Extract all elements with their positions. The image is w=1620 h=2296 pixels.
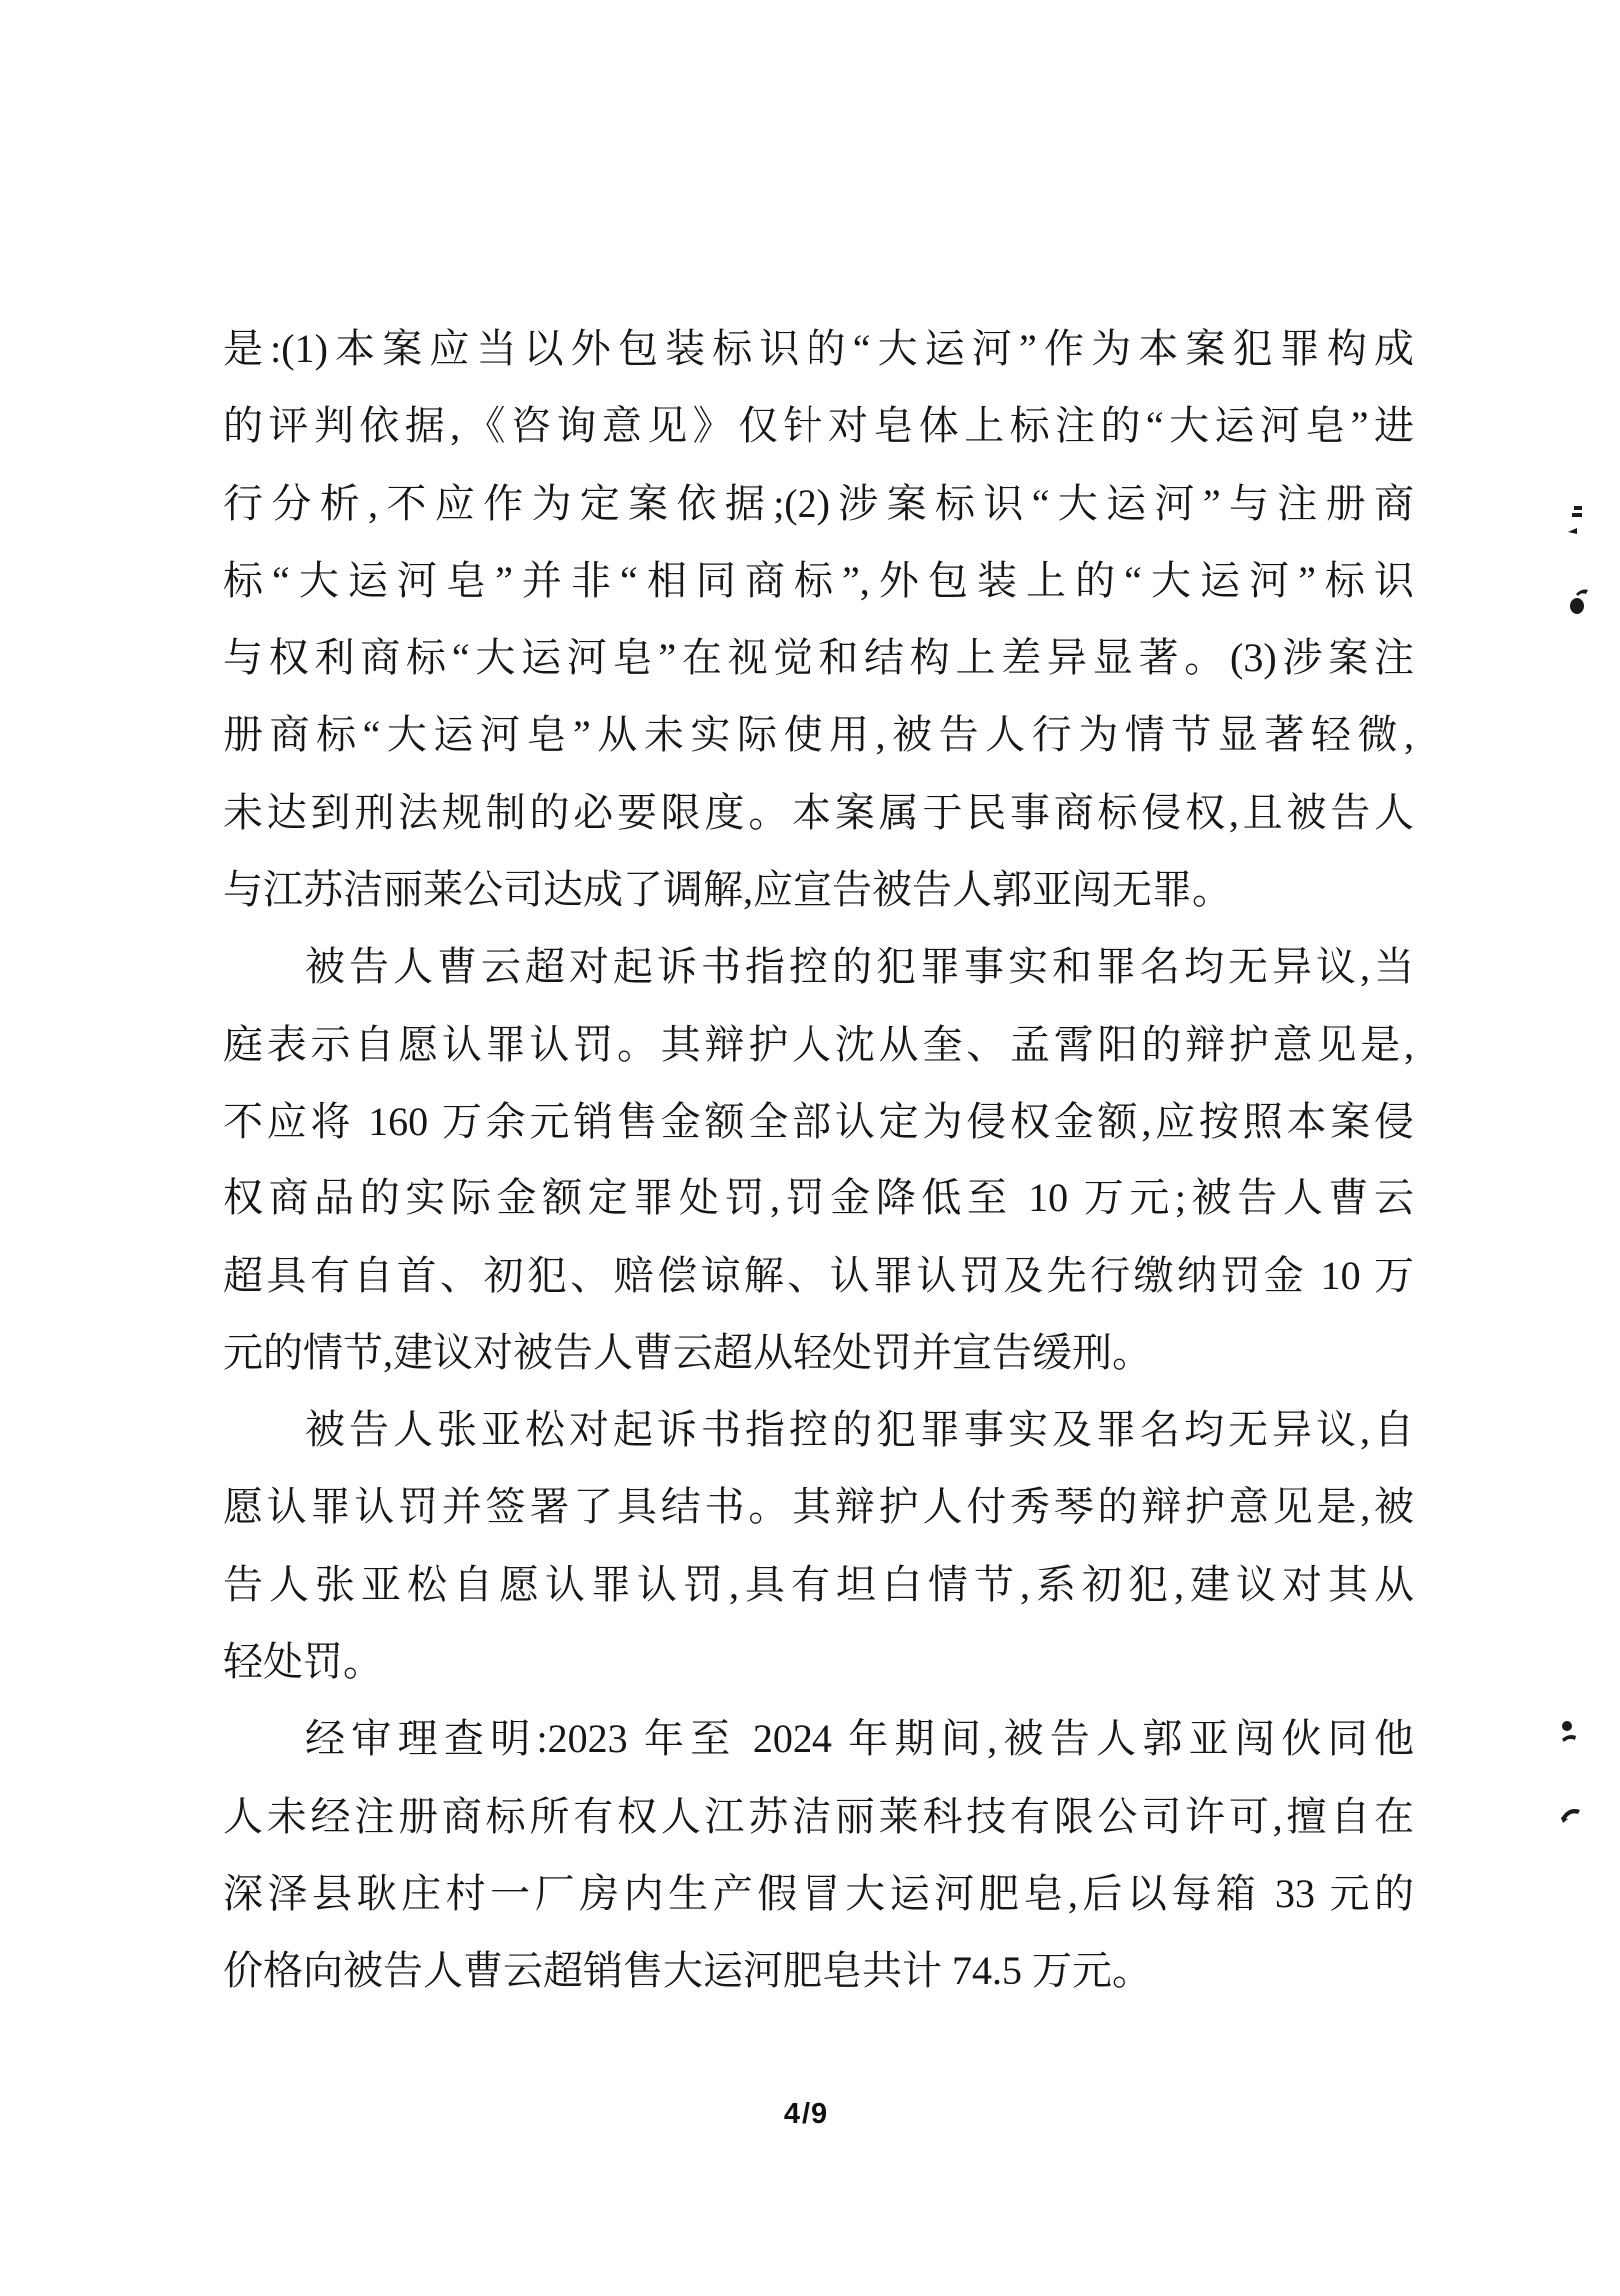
scan-speck bbox=[1562, 1721, 1572, 1731]
text-line: 与江苏洁丽莱公司达成了调解,应宣告被告人郭亚闯无罪。 bbox=[223, 867, 1232, 913]
text-line: 与权利商标“大运河皂”在视觉和结构上差异显著。(3)涉案注 bbox=[223, 635, 1414, 681]
text-line: 被告人张亚松对起诉书指控的犯罪事实及罪名均无异议,自 bbox=[305, 1407, 1414, 1453]
page-number: 4/9 bbox=[783, 2098, 830, 2130]
text-line: 元的情节,建议对被告人曹云超从轻处罚并宣告缓刑。 bbox=[223, 1329, 1152, 1375]
text-line: 人未经注册商标所有权人江苏洁丽莱科技有限公司许可,擅自在 bbox=[223, 1793, 1414, 1839]
scan-speck bbox=[1568, 528, 1577, 534]
text-line: 被告人曹云超对起诉书指控的犯罪事实和罪名均无异议,当 bbox=[305, 944, 1414, 990]
text-line: 轻处罚。 bbox=[223, 1639, 383, 1685]
text-line: 未达到刑法规制的必要限度。本案属于民事商标侵权,且被告人 bbox=[223, 789, 1414, 835]
text-line: 超具有自首、初犯、赔偿谅解、认罪认罚及先行缴纳罚金 10 万 bbox=[223, 1252, 1414, 1298]
document-body bbox=[223, 310, 1414, 2010]
text-line: 庭表示自愿认罪认罚。其辩护人沈从奎、孟霄阳的辩护意见是, bbox=[223, 1021, 1414, 1067]
scan-speck bbox=[1561, 1817, 1568, 1823]
scan-speck bbox=[1572, 513, 1582, 517]
text-line: 权商品的实际金额定罪处罚,罚金降低至 10 万元;被告人曹云 bbox=[223, 1175, 1414, 1221]
text-line: 标“大运河皂”并非“相同商标”,外包装上的“大运河”标识 bbox=[223, 557, 1414, 603]
text-line: 愿认罪认罚并签署了具结书。其辩护人付秀琴的辩护意见是,被 bbox=[223, 1484, 1414, 1530]
text-line: 经审理查明:2023 年至 2024 年期间,被告人郭亚闯伙同他 bbox=[305, 1716, 1414, 1762]
text-line: 行分析,不应作为定案依据;(2)涉案标识“大运河”与注册商 bbox=[223, 480, 1414, 526]
scan-speck bbox=[1576, 590, 1588, 597]
scan-speck bbox=[1574, 506, 1582, 510]
text-line: 告人张亚松自愿认罪认罚,具有坦白情节,系初犯,建议对其从 bbox=[223, 1561, 1414, 1607]
text-line: 是:(1)本案应当以外包装标识的“大运河”作为本案犯罪构成 bbox=[223, 326, 1414, 371]
scan-speck bbox=[1570, 598, 1584, 614]
scan-speck bbox=[1561, 1809, 1580, 1822]
text-line: 的评判依据,《咨询意见》仅针对皂体上标注的“大运河皂”进 bbox=[223, 403, 1414, 449]
scan-speck bbox=[1562, 1735, 1576, 1742]
text-line: 册商标“大运河皂”从未实际使用,被告人行为情节显著轻微, bbox=[223, 712, 1414, 758]
scan-artifacts bbox=[1554, 495, 1594, 1834]
text-line: 深泽县耿庄村一厂房内生产假冒大运河肥皂,后以每箱 33 元的 bbox=[223, 1870, 1414, 1916]
text-line: 价格向被告人曹云超销售大运河肥皂共计 74.5 万元。 bbox=[223, 1948, 1152, 1994]
text-line: 不应将 160 万余元销售金额全部认定为侵权金额,应按照本案侵 bbox=[223, 1098, 1414, 1144]
